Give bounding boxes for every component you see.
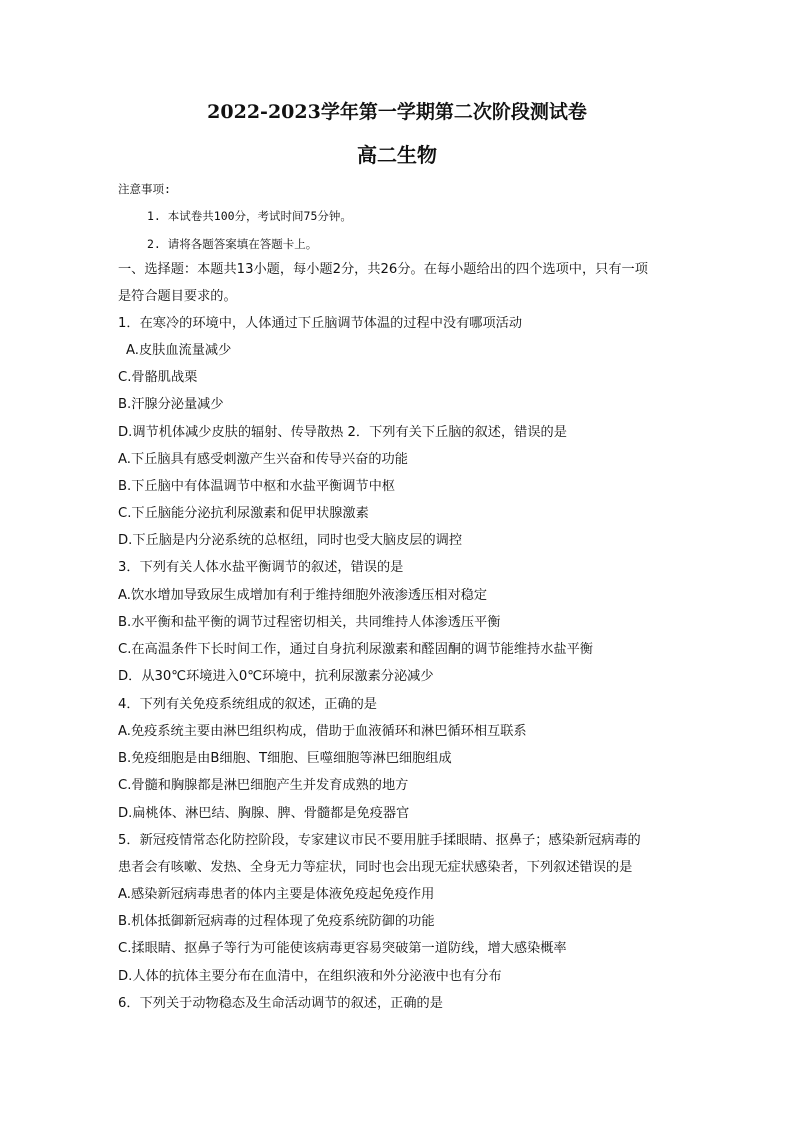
question-option: B.下丘脑中有体温调节中枢和水盐平衡调节中枢 xyxy=(118,479,395,494)
question-stem: 4．下列有关免疫系统组成的叙述，正确的是 xyxy=(118,697,377,712)
question-stem: 患者会有咳嗽、发热、全身无力等症状，同时也会出现无症状感染者，下列叙述错误的是 xyxy=(118,860,633,875)
question-option: C.在高温条件下长时间工作，通过自身抗利尿激素和醛固酮的调节能维持水盐平衡 xyxy=(118,642,593,657)
question-option: D.调节机体减少皮肤的辐射、传导散热 2．下列有关下丘脑的叙述，错误的是 xyxy=(118,425,567,440)
exam-title: 2022-2023学年第一学期第二次阶段测试卷 xyxy=(207,101,587,123)
note-item: 1. 本试卷共100分，考试时间75分钟。 xyxy=(147,209,352,223)
question-stem: 3．下列有关人体水盐平衡调节的叙述，错误的是 xyxy=(118,560,404,575)
question-option: D．从30℃环境进入0℃环境中，抗利尿激素分泌减少 xyxy=(118,669,434,684)
question-option: C.下丘脑能分泌抗利尿激素和促甲状腺激素 xyxy=(118,506,369,521)
question-option: A.饮水增加导致尿生成增加有利于维持细胞外液渗透压相对稳定 xyxy=(118,588,488,603)
exam-subject: 高二生物 xyxy=(357,143,437,167)
question-option: B.水平衡和盐平衡的调节过程密切相关，共同维持人体渗透压平衡 xyxy=(118,615,501,630)
section-intro: 一、选择题：本题共13小题，每小题2分，共26分。在每小题给出的四个选项中，只有一项 xyxy=(118,262,648,277)
question-option: B.免疫细胞是由B细胞、T细胞、巨噬细胞等淋巴细胞组成 xyxy=(118,751,452,766)
question-option: A.皮肤血流量减少 xyxy=(126,343,232,358)
question-option: A.下丘脑具有感受刺激产生兴奋和传导兴奋的功能 xyxy=(118,452,408,467)
note-item: 2. 请将各题答案填在答题卡上。 xyxy=(147,237,318,251)
question-option: B.汗腺分泌量减少 xyxy=(118,397,224,412)
question-option: C.骨髓和胸腺都是淋巴细胞产生并发育成熟的地方 xyxy=(118,778,409,793)
question-option: D.人体的抗体主要分布在血清中，在组织液和外分泌液中也有分布 xyxy=(118,969,502,984)
question-stem: 5．新冠疫情常态化防控阶段，专家建议市民不要用脏手揉眼睛、抠鼻子；感染新冠病毒的 xyxy=(118,833,641,848)
question-option: C.骨骼肌战栗 xyxy=(118,370,198,385)
question-option: A.免疫系统主要由淋巴组织构成，借助于血液循环和淋巴循环相互联系 xyxy=(118,724,527,739)
question-option: D.下丘脑是内分泌系统的总枢纽，同时也受大脑皮层的调控 xyxy=(118,533,463,548)
question-option: C.揉眼睛、抠鼻子等行为可能使该病毒更容易突破第一道防线，增大感染概率 xyxy=(118,941,567,956)
section-intro: 是符合题目要求的。 xyxy=(118,289,237,304)
question-stem: 1．在寒冷的环境中，人体通过下丘脑调节体温的过程中没有哪项活动 xyxy=(118,316,523,331)
question-option: D.扁桃体、淋巴结、胸腺、脾、骨髓都是免疫器官 xyxy=(118,806,410,821)
question-stem: 6．下列关于动物稳态及生命活动调节的叙述，正确的是 xyxy=(118,996,443,1011)
question-option: B.机体抵御新冠病毒的过程体现了免疫系统防御的功能 xyxy=(118,914,435,929)
question-option: A.感染新冠病毒患者的体内主要是体液免疫起免疫作用 xyxy=(118,887,435,902)
notes-heading: 注意事项: xyxy=(118,182,171,196)
